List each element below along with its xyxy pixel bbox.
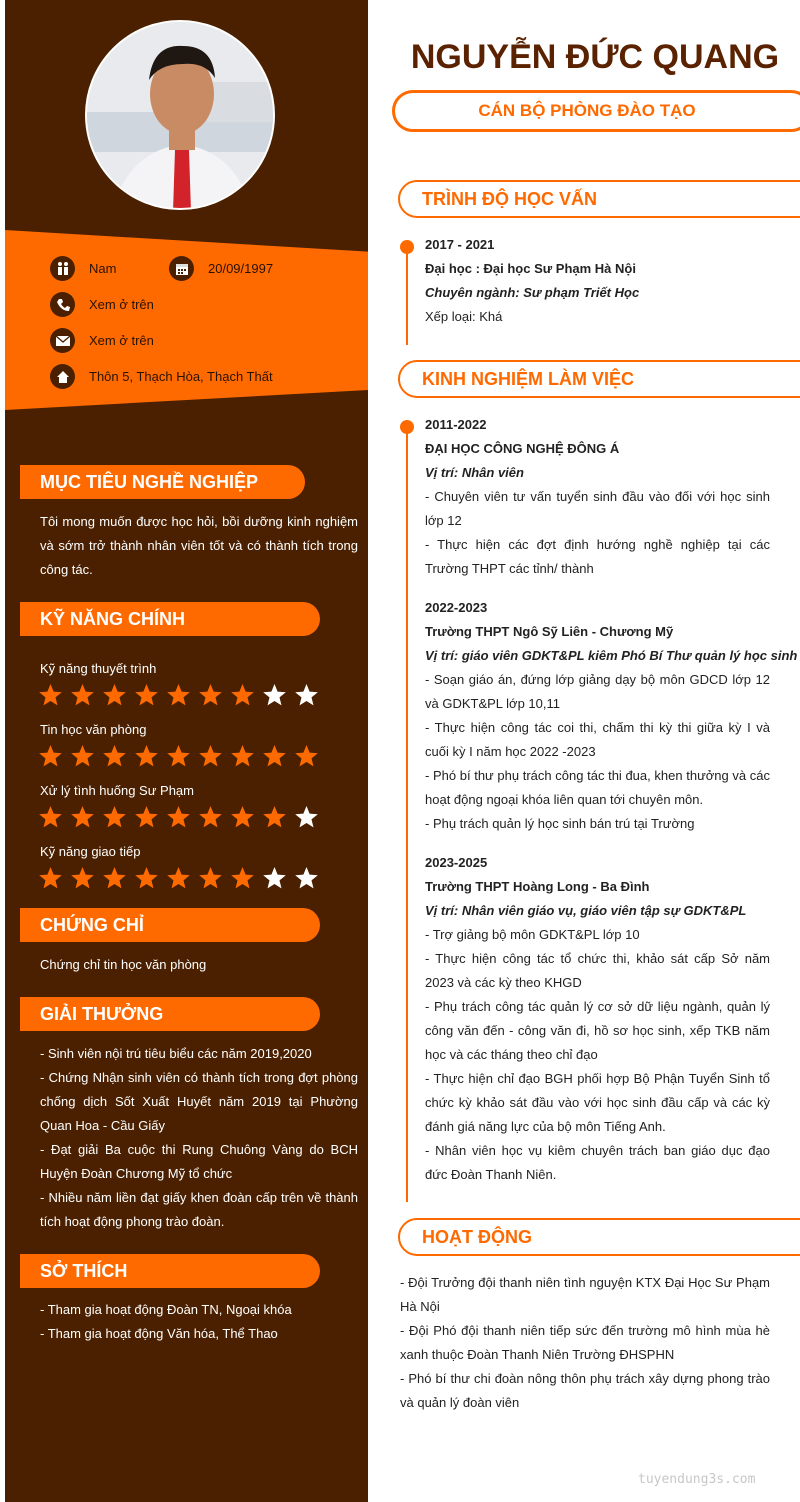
email-icon bbox=[50, 328, 75, 353]
job-title: CÁN BỘ PHÒNG ĐÀO TẠO bbox=[478, 101, 696, 120]
education-block bbox=[425, 233, 770, 329]
list-item: - Nhiều năm liền đạt giấy khen đoàn cấp trên về thành tích hoạt động phong trào đoàn. bbox=[40, 1190, 358, 1229]
timeline-dot bbox=[400, 240, 414, 254]
watermark: tuyendung3s.com bbox=[638, 1472, 756, 1487]
avatar bbox=[85, 20, 275, 210]
timeline-line bbox=[406, 245, 408, 345]
star-icon bbox=[294, 744, 319, 768]
job-entry bbox=[425, 413, 770, 581]
list-item: - Đội Trưởng đội thanh niên tình nguyện KTX Đại Học Sư Phạm Hà Nội bbox=[400, 1275, 770, 1314]
star-icon bbox=[102, 866, 127, 890]
list-item: - Tham gia hoạt động Đoàn TN, Ngoại khóa bbox=[40, 1302, 292, 1317]
address-row bbox=[50, 364, 273, 389]
certificates-heading: CHỨNG CHỈ bbox=[20, 908, 320, 942]
job-entry bbox=[425, 851, 770, 1187]
skill-rating bbox=[38, 805, 319, 829]
job-task: - Thực hiện các đợt định hướng nghề nghiệp tại các Trường THPT các tỉnh/ thành bbox=[425, 537, 770, 576]
star-icon bbox=[230, 683, 255, 707]
home-icon bbox=[50, 364, 75, 389]
job-period: 2011-2022 bbox=[425, 417, 487, 432]
job-task: - Thực hiện công tác tổ chức thi, khảo sát cấp Sở năm 2023 và các kỳ theo KHGD bbox=[425, 951, 770, 990]
hobbies-list bbox=[40, 1298, 358, 1346]
list-item: - Sinh viên nội trú tiêu biểu các năm 2019,2020 bbox=[40, 1046, 312, 1061]
star-icon bbox=[38, 805, 63, 829]
calendar-icon bbox=[169, 256, 194, 281]
phone-icon bbox=[50, 292, 75, 317]
candidate-name: NGUYỄN ĐỨC QUANG bbox=[410, 38, 780, 76]
star-icon bbox=[70, 805, 95, 829]
job-position: Vị trí: giáo viên GDKT&PL kiêm Phó Bí Thư quản lý học sinh bbox=[425, 648, 798, 663]
dob-row bbox=[169, 256, 273, 281]
job-task: - Soạn giáo án, đứng lớp giảng dạy bộ môn GDCD lớp 12 và GDKT&PL lớp 10,11 bbox=[425, 672, 770, 711]
job-org: ĐẠI HỌC CÔNG NGHỆ ĐÔNG Á bbox=[425, 441, 620, 456]
skill-rating bbox=[38, 866, 319, 890]
list-item: - Tham gia hoạt động Văn hóa, Thể Thao bbox=[40, 1326, 278, 1341]
job-position: Vị trí: Nhân viên giáo vụ, giáo viên tập sự GDKT&PL bbox=[425, 903, 747, 918]
star-icon bbox=[102, 805, 127, 829]
address-value: Thôn 5, Thạch Hòa, Thạch Thất bbox=[89, 369, 273, 384]
job-task: - Thực hiện công tác coi thi, chấm thi kỳ thi giữa kỳ I và cuối kỳ I năm học 2022 -2023 bbox=[425, 720, 770, 759]
education-grade: Xếp loại: Khá bbox=[425, 309, 503, 324]
star-icon bbox=[38, 744, 63, 768]
gender-row bbox=[50, 256, 116, 281]
skill-name: Xử lý tình huống Sư Phạm bbox=[40, 783, 194, 798]
star-icon bbox=[262, 683, 287, 707]
star-icon bbox=[294, 683, 319, 707]
star-icon bbox=[294, 805, 319, 829]
job-position: Vị trí: Nhân viên bbox=[425, 465, 524, 480]
hobbies-heading: SỞ THÍCH bbox=[20, 1254, 320, 1288]
education-period: 2017 - 2021 bbox=[425, 237, 495, 252]
star-icon bbox=[38, 683, 63, 707]
star-icon bbox=[198, 744, 223, 768]
activities-list bbox=[400, 1271, 770, 1415]
phone-value: Xem ở trên bbox=[89, 297, 154, 312]
star-icon bbox=[102, 744, 127, 768]
job-task: - Chuyên viên tư vấn tuyển sinh đầu vào đối với học sinh lớp 12 bbox=[425, 489, 770, 528]
education-heading: TRÌNH ĐỘ HỌC VẤN bbox=[422, 189, 597, 209]
skill-rating bbox=[38, 683, 319, 707]
star-icon bbox=[134, 805, 159, 829]
star-icon bbox=[70, 744, 95, 768]
gender-icon bbox=[50, 256, 75, 281]
job-task: - Trợ giảng bộ môn GDKT&PL lớp 10 bbox=[425, 927, 640, 942]
list-item: - Đạt giải Ba cuộc thi Rung Chuông Vàng do BCH Huyện Đoàn Chương Mỹ tổ chức bbox=[40, 1142, 358, 1181]
objective-text: Tôi mong muốn được học hỏi, bồi dưỡng kinh nghiệm và sớm trở thành nhân viên tốt và có thành tích trong công tác. bbox=[40, 514, 358, 577]
education-major: Chuyên ngành: Sư phạm Triết Học bbox=[425, 285, 640, 300]
certificates-text: Chứng chỉ tin học văn phòng bbox=[40, 957, 207, 972]
gender-value: Nam bbox=[89, 261, 117, 276]
star-icon bbox=[262, 866, 287, 890]
job-period: 2023-2025 bbox=[425, 855, 488, 870]
star-icon bbox=[134, 683, 159, 707]
skill-rating bbox=[38, 744, 319, 768]
skill-name: Kỹ năng giao tiếp bbox=[40, 844, 141, 859]
job-period: 2022-2023 bbox=[425, 600, 488, 615]
star-icon bbox=[262, 805, 287, 829]
star-icon bbox=[38, 866, 63, 890]
star-icon bbox=[166, 866, 191, 890]
experience-heading: KINH NGHIỆM LÀM VIỆC bbox=[422, 369, 635, 389]
avatar-photo bbox=[87, 22, 275, 210]
phone-row bbox=[50, 292, 154, 317]
star-icon bbox=[262, 744, 287, 768]
timeline-dot bbox=[400, 420, 414, 434]
job-task: - Nhân viên học vụ kiêm chuyên trách ban giáo dục đạo đức Đoàn Thanh Niên. bbox=[425, 1143, 770, 1182]
star-icon bbox=[198, 866, 223, 890]
timeline-line bbox=[406, 425, 408, 1202]
star-icon bbox=[166, 805, 191, 829]
job-entry bbox=[425, 596, 798, 836]
star-icon bbox=[294, 866, 319, 890]
activities-heading: HOẠT ĐỘNG bbox=[422, 1227, 532, 1247]
awards-list bbox=[40, 1042, 358, 1234]
star-icon bbox=[102, 683, 127, 707]
star-icon bbox=[198, 805, 223, 829]
list-item: - Đội Phó đội thanh niên tiếp sức đến trường mô hình mùa hè xanh thuộc Đoàn Thanh Niên Trường ĐHSPHN bbox=[400, 1323, 770, 1362]
email-row bbox=[50, 328, 154, 353]
job-task: - Phụ trách quản lý học sinh bán trú tại Trường bbox=[425, 816, 695, 831]
star-icon bbox=[134, 744, 159, 768]
star-icon bbox=[70, 683, 95, 707]
job-task: - Phụ trách công tác quản lý cơ sở dữ liệu ngành, quản lý công văn đến - công văn đi, hồ sơ học sinh, xếp TKB năm học và các tháng theo chỉ đạo bbox=[425, 999, 770, 1062]
awards-heading: GIẢI THƯỞNG bbox=[20, 997, 320, 1031]
star-icon bbox=[166, 744, 191, 768]
left-sidebar bbox=[5, 0, 368, 1502]
skill-name: Kỹ năng thuyết trình bbox=[40, 661, 157, 676]
star-icon bbox=[230, 805, 255, 829]
objective-heading: MỤC TIÊU NGHỀ NGHIỆP bbox=[20, 465, 305, 499]
job-org: Trường THPT Ngô Sỹ Liên - Chương Mỹ bbox=[425, 624, 674, 639]
star-icon bbox=[134, 866, 159, 890]
job-task: - Phó bí thư phụ trách công tác thi đua, khen thưởng và các hoạt động ngoại khóa liên quan tới chuyên môn. bbox=[425, 768, 770, 807]
job-org: Trường THPT Hoàng Long - Ba Đình bbox=[425, 879, 650, 894]
email-value: Xem ở trên bbox=[89, 333, 154, 348]
dob-value: 20/09/1997 bbox=[208, 261, 274, 276]
education-school: Đại học : Đại học Sư Phạm Hà Nội bbox=[425, 261, 636, 276]
star-icon bbox=[70, 866, 95, 890]
list-item: - Phó bí thư chi đoàn nông thôn phụ trách xây dựng phong trào và quản lý đoàn viên bbox=[400, 1371, 770, 1410]
star-icon bbox=[230, 744, 255, 768]
skills-heading: KỸ NĂNG CHÍNH bbox=[20, 602, 320, 636]
star-icon bbox=[166, 683, 191, 707]
star-icon bbox=[230, 866, 255, 890]
list-item: - Chứng Nhận sinh viên có thành tích trong đợt phòng chống dịch Sốt Xuất Huyết năm 2019 tại Phường Quan Hoa - Cầu Giấy bbox=[40, 1070, 358, 1133]
job-task: - Thực hiện chỉ đạo BGH phối hợp Bộ Phận Tuyển Sinh tổ chức kỳ khảo sát đầu vào với học sinh đầu cấp và các kỳ đánh giá năng lực của bộ môn Tiếng Anh. bbox=[425, 1071, 770, 1134]
star-icon bbox=[198, 683, 223, 707]
skill-name: Tin học văn phòng bbox=[40, 722, 147, 737]
